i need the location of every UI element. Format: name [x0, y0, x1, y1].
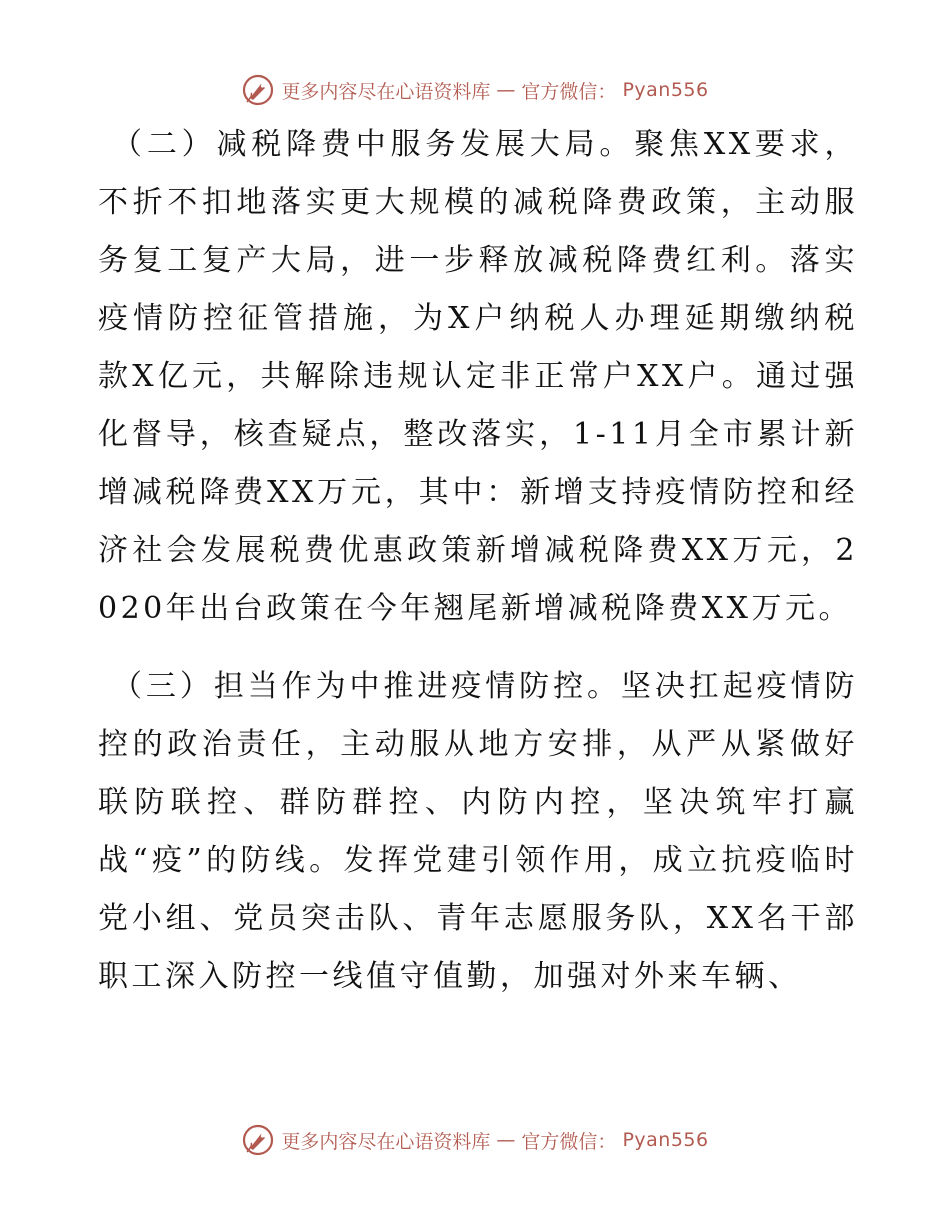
watermark-separator: — — [496, 79, 516, 101]
watermark-text: 更多内容尽在心语资料库 — [281, 80, 491, 103]
watermark-wechat-label: 官方微信： — [521, 1130, 617, 1153]
header-watermark — [0, 72, 950, 108]
watermark-handle: Pyan556 — [622, 79, 709, 101]
watermark-text: 更多内容尽在心语资料库 — [281, 1130, 491, 1153]
document-body — [98, 116, 858, 1006]
pen-nib-logo-icon — [241, 73, 275, 107]
watermark-separator: — — [496, 1129, 516, 1151]
footer-watermark — [0, 1122, 950, 1158]
paragraph-epidemic-control: （三）担当作为中推进疫情防控。坚决扛起疫情防控的政治责任，主动服从地方安排，从严从紧做好联防联控、群防群控、内防内控，坚决筑牢打赢战“疫”的防线。发挥党建引领作用，成立抗疫临时党小组、党员突击队、青年志愿服务队，XX名干部职工深入防控一线值守值勤，加强对外来车辆、 — [98, 669, 858, 994]
watermark-handle: Pyan556 — [622, 1129, 709, 1151]
pen-nib-logo-icon — [241, 1123, 275, 1157]
watermark-wechat-label: 官方微信： — [521, 80, 617, 103]
paragraph-tax-reduction: （二）减税降费中服务发展大局。聚焦XX要求，不折不扣地落实更大规模的减税降费政策，主动服务复工复产大局，进一步释放减税降费红利。落实疫情防控征管措施，为X户纳税人办理延期缴纳税款X亿元，共解除违规认定非正常户XX户。通过强化督导，核查疑点，整改落实，1-11月全市累计新增减税降费XX万元，其中：新增支持疫情防控和经济社会发展税费优惠政策新增减税降费XX万元，2020年出台政策在今年翘尾新增减税降费XX万元。 — [98, 127, 858, 626]
